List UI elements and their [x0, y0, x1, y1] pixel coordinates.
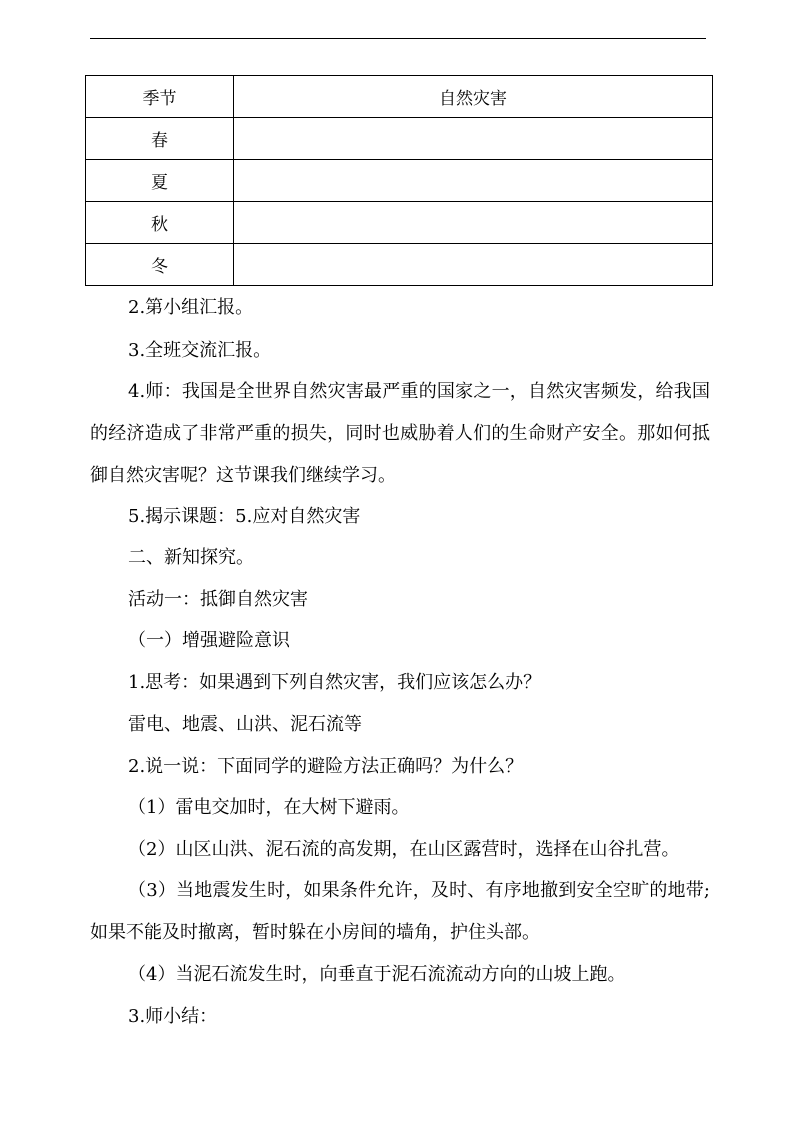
paragraph-think: 1.思考：如果遇到下列自然灾害，我们应该怎么办？	[128, 672, 542, 693]
list-item: （4）当泥石流发生时，向垂直于泥石流流动方向的山坡上跑。	[128, 964, 626, 985]
season-cell: 秋	[86, 202, 234, 244]
section-heading-new-knowledge: 二、新知探究。	[128, 547, 254, 568]
header-rule	[90, 38, 706, 39]
season-cell: 春	[86, 118, 234, 160]
list-item: （3）当地震发生时，如果条件允许，及时、有序地撤到安全空旷的地带;如果不能及时撤离，暂时躲在小房间的墙角，护住头部。	[90, 880, 710, 943]
table-header-row	[86, 76, 713, 118]
paragraph-group-report: 2.第小组汇报。	[128, 297, 254, 318]
paragraph-class-report: 3.全班交流汇报。	[128, 340, 272, 361]
table-row	[86, 118, 713, 160]
paragraph-disaster-list: 雷电、地震、山洪、泥石流等	[128, 714, 362, 735]
paragraph-lesson-topic: 5.揭示课题：5.应对自然灾害	[128, 506, 361, 527]
paragraph-discuss: 2.说一说：下面同学的避险方法正确吗？为什么？	[128, 756, 524, 777]
disaster-cell	[234, 244, 713, 286]
table-row	[86, 160, 713, 202]
season-cell: 夏	[86, 160, 234, 202]
header-season: 季节	[86, 76, 234, 118]
disaster-cell	[234, 202, 713, 244]
subsection-heading: （一）增强避险意识	[128, 630, 290, 651]
table-row	[86, 202, 713, 244]
list-item: （2）山区山洪、泥石流的高发期，在山区露营时，选择在山谷扎营。	[128, 839, 680, 860]
paragraph-teacher-intro: 4.师：我国是全世界自然灾害最严重的国家之一，自然灾害频发，给我国的经济造成了非常严重的损失，同时也威胁着人们的生命财产安全。那如何抵御自然灾害呢？这节课我们继续学习。	[90, 381, 710, 486]
activity-heading: 活动一：抵御自然灾害	[128, 589, 308, 610]
header-disaster: 自然灾害	[234, 76, 713, 118]
season-cell: 冬	[86, 244, 234, 286]
list-item: （1）雷电交加时，在大树下避雨。	[128, 797, 410, 818]
paragraph-summary: 3.师小结：	[128, 1006, 218, 1027]
table-row	[86, 244, 713, 286]
season-disaster-table	[85, 75, 713, 286]
disaster-cell	[234, 160, 713, 202]
disaster-cell	[234, 118, 713, 160]
